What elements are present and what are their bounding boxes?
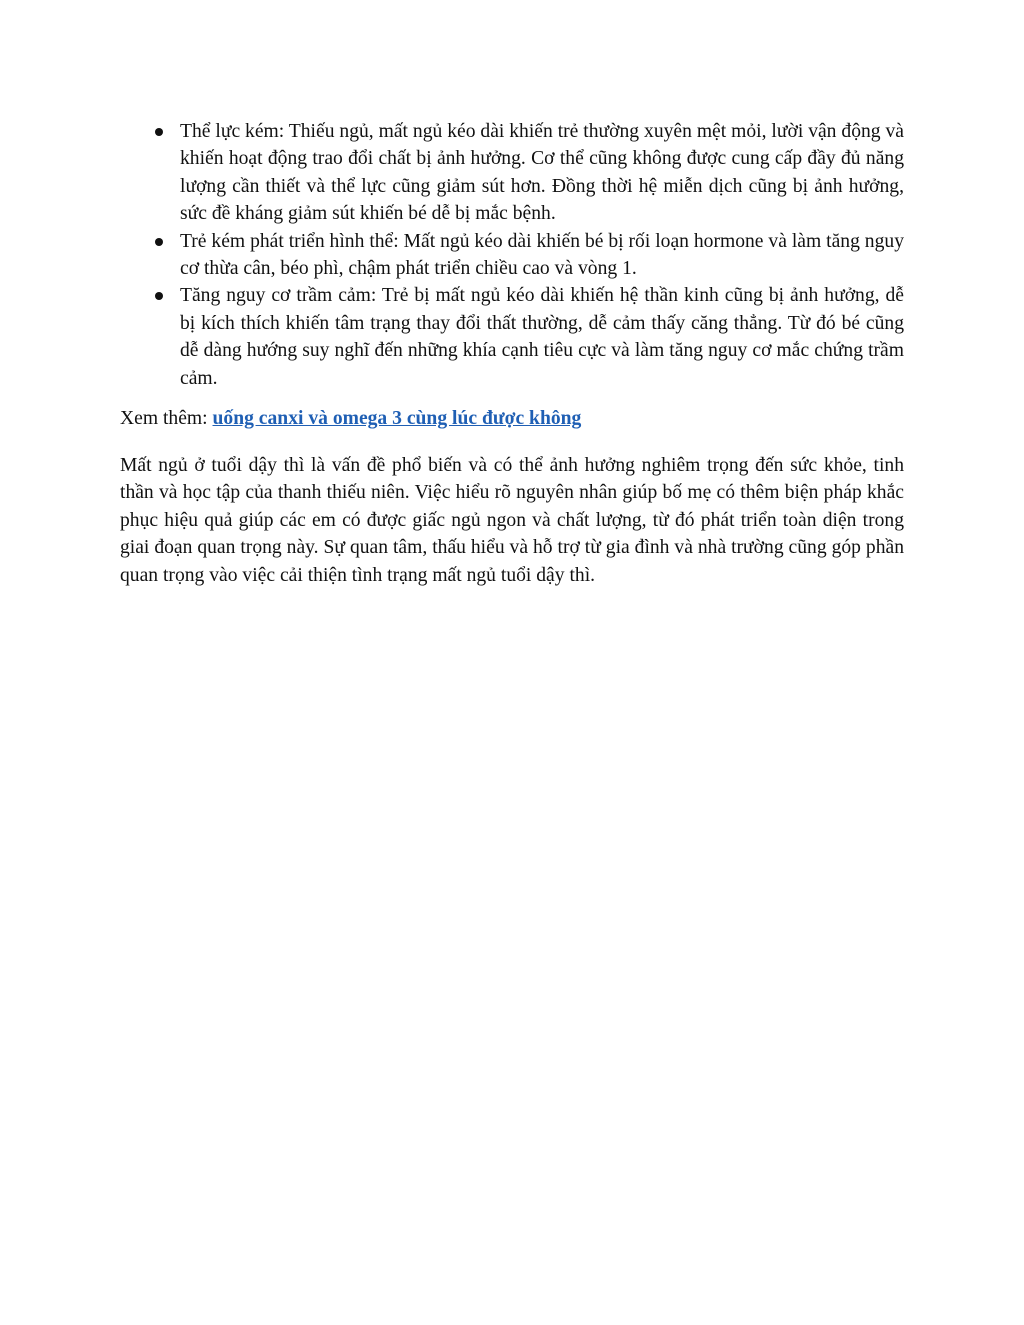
bullet-text: Trẻ kém phát triển hình thể: Mất ngủ kéo dài khiến bé bị rối loạn hormone và làm tăng nguy cơ thừa cân, béo phì, chậm phát triển chiều cao và vòng 1. <box>180 230 904 280</box>
bullet-text: Thể lực kém: Thiếu ngủ, mất ngủ kéo dài khiến trẻ thường xuyên mệt mỏi, lười vận động và khiến hoạt động trao đổi chất bị ảnh hưởng. Cơ thể cũng không được cung cấp đầy đủ năng lượng cần thiết và thể lực cũng giảm sút hơn. Đồng thời hệ miễn dịch cũng bị ảnh hưởng, sức đề kháng giảm sút khiến bé dễ bị mắc bệnh. <box>180 121 904 225</box>
see-also-line <box>120 405 904 432</box>
see-also-label: Xem thêm: <box>120 408 213 430</box>
bullet-item-growth <box>120 228 904 283</box>
bullet-text: Tăng nguy cơ trầm cảm: Trẻ bị mất ngủ kéo dài khiến hệ thần kinh cũng bị ảnh hưởng, dễ bị kích thích khiến tâm trạng thay đổi thất thường, dễ cảm thấy căng thẳng. Từ đó bé cũng dễ dàng hướng suy nghĩ đến những khía cạnh tiêu cực và làm tăng nguy cơ mắc chứng trầm cảm. <box>180 285 904 389</box>
bullet-dot-icon <box>155 128 163 136</box>
bullet-dot-icon <box>155 292 163 300</box>
see-also-link[interactable]: uống canxi và omega 3 cùng lúc được không <box>212 408 582 430</box>
effects-bullet-list <box>120 118 904 392</box>
bullet-dot-icon <box>155 238 163 246</box>
summary-paragraph: Mất ngủ ở tuổi dậy thì là vấn đề phổ biến và có thể ảnh hưởng nghiêm trọng đến sức khỏe, tinh thần và học tập của thanh thiếu niên. Việc hiểu rõ nguyên nhân giúp bố mẹ có thêm biện pháp khắc phục hiệu quả giúp các em có được giấc ngủ ngon và chất lượng, từ đó phát triển toàn diện trong giai đoạn quan trọng này. Sự quan tâm, thấu hiểu và hỗ trợ từ gia đình và nhà trường cũng góp phần quan trọng vào việc cải thiện tình trạng mất ngủ tuổi dậy thì. <box>120 455 904 586</box>
bullet-item-physical <box>120 118 904 228</box>
document-page <box>120 118 904 609</box>
bullet-item-depression <box>120 282 904 392</box>
